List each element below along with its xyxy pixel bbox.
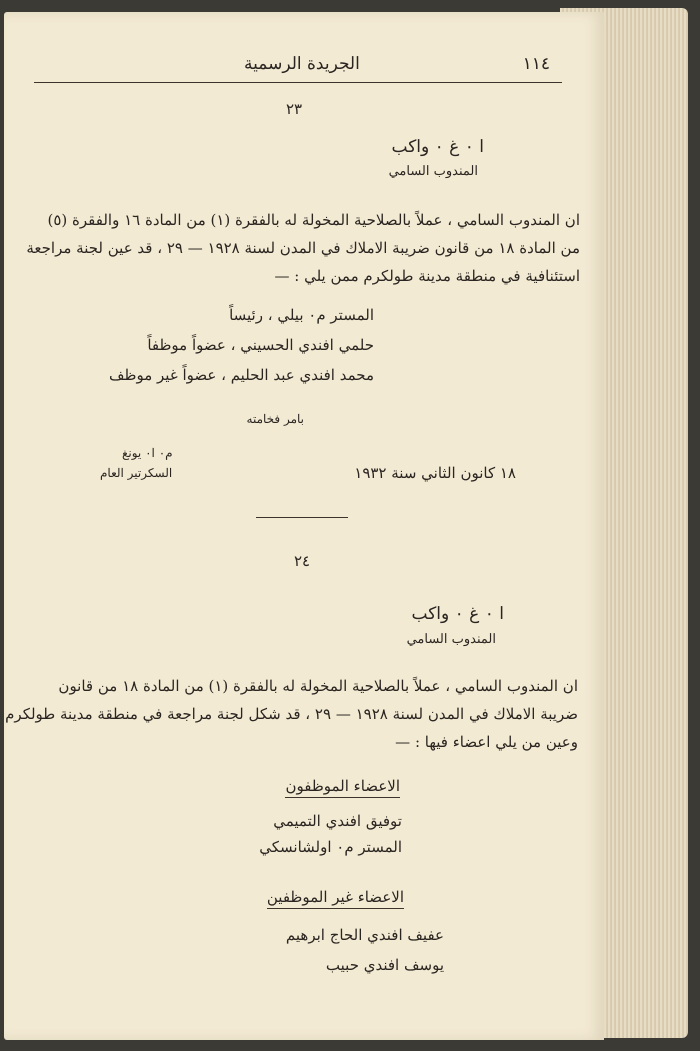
notice-23-date: ١٨ كانون الثاني سنة ١٩٣٢ [354,464,516,482]
official-member-2: المستر م٠ اولشانسكي [259,838,402,856]
signatory-title: السكرتير العام [100,466,173,480]
header-rule [34,82,562,83]
member-official: حلمي افندي الحسيني ، عضواً موظفاً [147,336,374,354]
high-commissioner-initials-24: ا ٠ غ ٠ واكب [411,604,504,624]
unofficial-member-1: عفيف افندي الحاج ابرهيم [285,926,444,944]
notice-number-24: ٢٤ [294,552,311,570]
running-head: الجريدة الرسمية [244,54,360,74]
member-unofficial: محمد افندي عبد الحليم ، عضواً غير موظف [109,366,374,384]
official-member-1: توفيق افندي التميمي [273,812,402,830]
member-chairman: المستر م٠ بيلي ، رئيساً [229,306,374,324]
high-commissioner-title: المندوب السامي [388,164,478,179]
unofficial-members-heading: الاعضاء غير الموظفين [267,888,404,909]
notice-23-body-line-1: ان المندوب السامي ، عملاً بالصلاحية المخولة له بالفقرة (١) من المادة ١٦ والفقرة (٥) [47,211,580,229]
notice-24-body-line-3: وعين من يلي اعضاء فيها : — [395,733,578,751]
page-number: ١١٤ [522,54,550,74]
unofficial-member-2: يوسف افندي حبيب [325,956,444,974]
notice-number-23: ٢٣ [286,100,303,118]
high-commissioner-title-24: المندوب السامي [406,632,496,647]
official-members-heading: الاعضاء الموظفون [285,777,400,798]
gazette-page [4,12,604,1040]
notice-23-body-line-3: استئنافية في منطقة مدينة طولكرم ممن يلي : — [274,267,580,285]
notice-24-body-line-1: ان المندوب السامي ، عملاً بالصلاحية المخولة له بالفقرة (١) من المادة ١٨ من قانون [58,677,578,695]
notice-23-body-line-2: من المادة ١٨ من قانون ضريبة الاملاك في المدن لسنة ١٩٢٨ — ٢٩ ، قد عين لجنة مراجعة [26,239,580,257]
notice-divider [256,517,348,518]
signatory-initials: م٠ ا٠ يونغ [122,446,173,460]
high-commissioner-initials: ا ٠ غ ٠ واكب [391,137,484,157]
by-order-line: بامر فخامته [246,412,304,426]
notice-24-body-line-2: ضريبة الاملاك في المدن لسنة ١٩٢٨ — ٢٩ ، قد شكل لجنة مراجعة في منطقة مدينة طولكرم [5,705,578,723]
